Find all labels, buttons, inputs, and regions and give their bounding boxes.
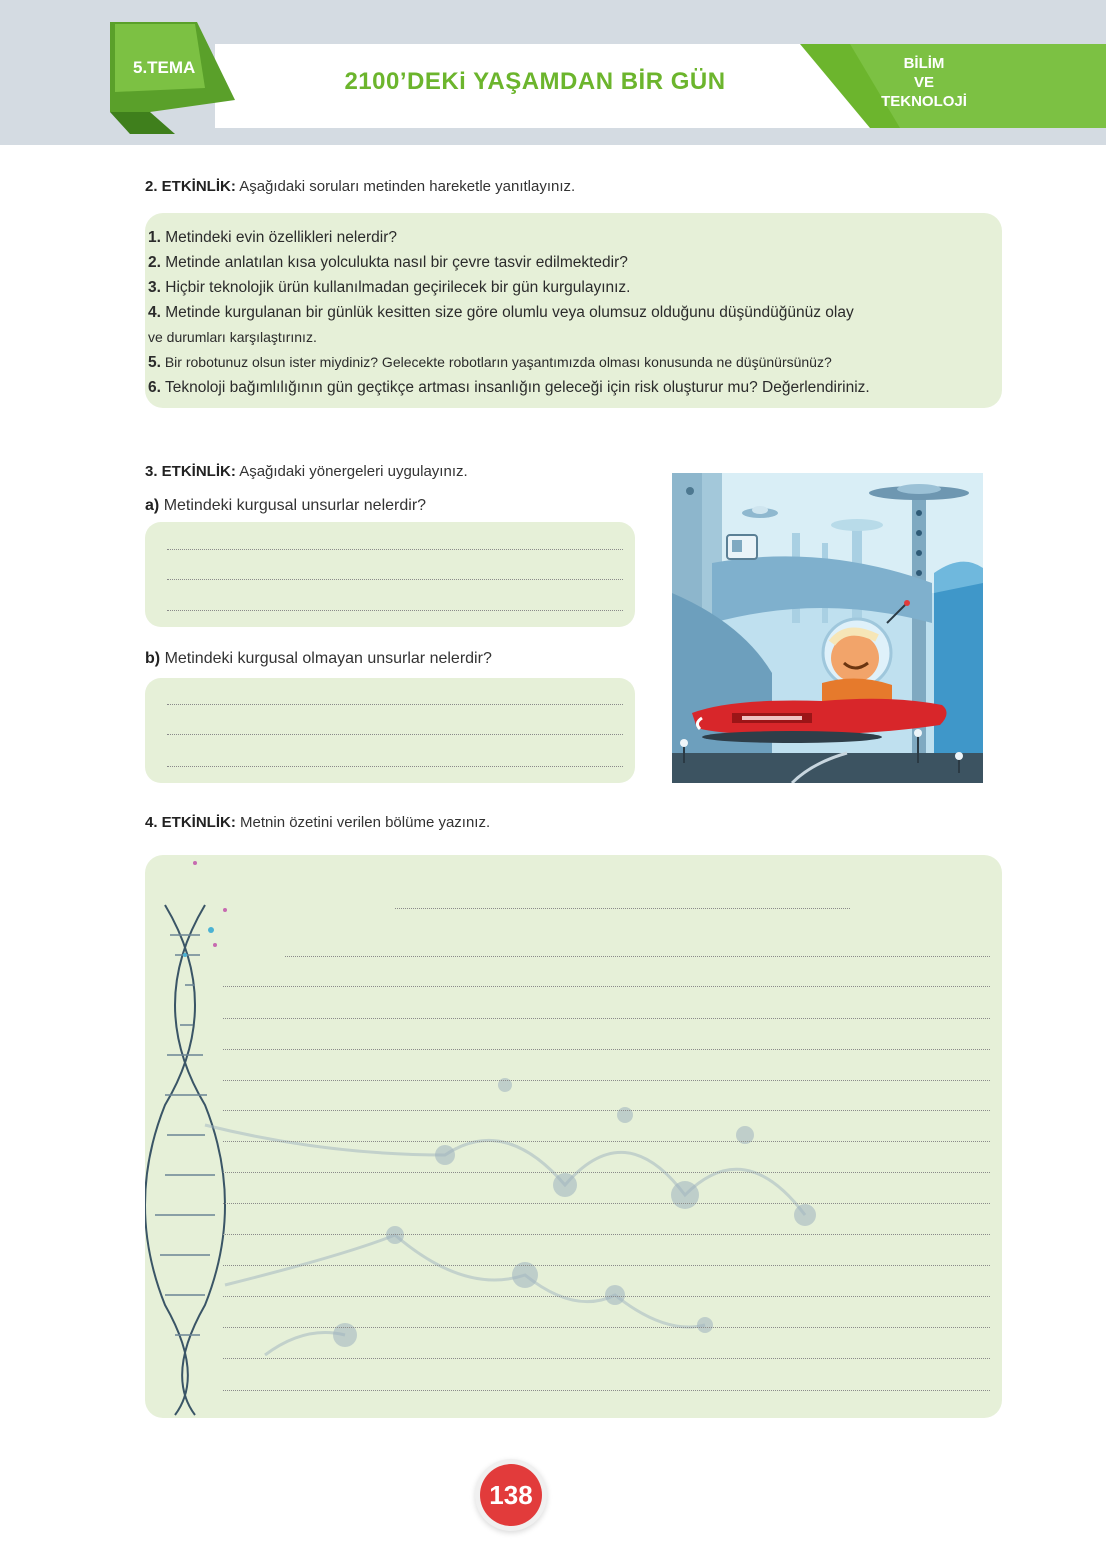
dna-molecule-decoration bbox=[145, 855, 1002, 1418]
question-3: 3. Hiçbir teknolojik ürün kullanılmadan geçirilecek bir gün kurgulayınız. bbox=[148, 279, 631, 296]
subject-line-1: BİLİM bbox=[903, 55, 945, 72]
page-title: 2100’DEKi YAŞAMDAN BİR GÜN bbox=[344, 68, 726, 95]
summary-writing-box[interactable] bbox=[145, 855, 1002, 1418]
summary-line[interactable] bbox=[223, 1296, 990, 1297]
activity2-label: 2. ETKİNLİK: bbox=[145, 178, 236, 195]
summary-line[interactable] bbox=[223, 1358, 990, 1359]
summary-line[interactable] bbox=[223, 1080, 990, 1081]
summary-line[interactable] bbox=[223, 1172, 990, 1173]
answer-line[interactable] bbox=[167, 704, 623, 705]
question-4-cont: ve durumları karşılaştırınız. bbox=[148, 329, 317, 345]
activity4-heading bbox=[145, 814, 490, 831]
subject-line-3: TEKNOLOJİ bbox=[881, 93, 967, 110]
summary-line[interactable] bbox=[223, 1203, 990, 1204]
question-4: 4. Metinde kurgulanan bir günlük kesitten size göre olumlu veya olumsuz olduğunu düşündüğünüz olay bbox=[148, 304, 854, 321]
summary-line[interactable] bbox=[223, 986, 990, 987]
activity3-instruction: Aşağıdaki yönergeleri uygulayınız. bbox=[239, 463, 468, 480]
activity2-heading bbox=[145, 178, 575, 195]
subject-label bbox=[860, 54, 988, 111]
summary-line[interactable] bbox=[223, 1234, 990, 1235]
part-a-answer-box[interactable] bbox=[145, 522, 635, 627]
part-b-prompt bbox=[145, 650, 492, 668]
activity3-label: 3. ETKİNLİK: bbox=[145, 463, 236, 480]
answer-line[interactable] bbox=[167, 610, 623, 611]
question-6: 6. Teknoloji bağımlılığının gün geçtikçe artması insanlığın geleceği için risk oluşturur mu? Değerlendiriniz. bbox=[148, 379, 870, 396]
activity2-instruction: Aşağıdaki soruları metinden hareketle yanıtlayınız. bbox=[239, 178, 576, 195]
summary-line[interactable] bbox=[223, 1141, 990, 1142]
part-a-text: Metindeki kurgusal unsurlar nelerdir? bbox=[163, 497, 427, 514]
summary-line[interactable] bbox=[223, 1327, 990, 1328]
activity4-label: 4. ETKİNLİK: bbox=[145, 814, 236, 831]
activity4-instruction: Metnin özetini verilen bölüme yazınız. bbox=[240, 814, 491, 831]
summary-title-line[interactable] bbox=[395, 908, 850, 909]
part-b-answer-box[interactable] bbox=[145, 678, 635, 783]
question-5: 5. Bir robotunuz olsun ister miydiniz? Gelecekte robotların yaşantımızda olması konusunda ne düşünürsünüz? bbox=[148, 354, 832, 371]
answer-line[interactable] bbox=[167, 766, 623, 767]
summary-line[interactable] bbox=[223, 1049, 990, 1050]
part-a-label: a) bbox=[145, 497, 160, 514]
answer-line[interactable] bbox=[167, 549, 623, 550]
summary-line[interactable] bbox=[223, 1390, 990, 1391]
futuristic-city-illustration bbox=[672, 473, 983, 783]
theme-label: 5.TEMA bbox=[133, 58, 196, 77]
answer-line[interactable] bbox=[167, 734, 623, 735]
part-a-prompt bbox=[145, 497, 426, 515]
summary-line[interactable] bbox=[223, 1110, 990, 1111]
summary-line[interactable] bbox=[223, 1018, 990, 1019]
answer-line[interactable] bbox=[167, 579, 623, 580]
summary-line[interactable] bbox=[285, 956, 990, 957]
question-2: 2. Metinde anlatılan kısa yolculukta nasıl bir çevre tasvir edilmektedir? bbox=[148, 254, 628, 271]
question-1: 1. Metindeki evin özellikleri nelerdir? bbox=[148, 229, 397, 246]
part-b-text: Metindeki kurgusal olmayan unsurlar nelerdir? bbox=[164, 650, 492, 667]
summary-line[interactable] bbox=[223, 1265, 990, 1266]
part-b-label: b) bbox=[145, 650, 161, 667]
subject-line-2: VE bbox=[913, 74, 934, 91]
activity3-heading bbox=[145, 463, 468, 480]
page-number: 138 bbox=[480, 1464, 542, 1526]
activity2-question-box bbox=[145, 213, 1002, 408]
